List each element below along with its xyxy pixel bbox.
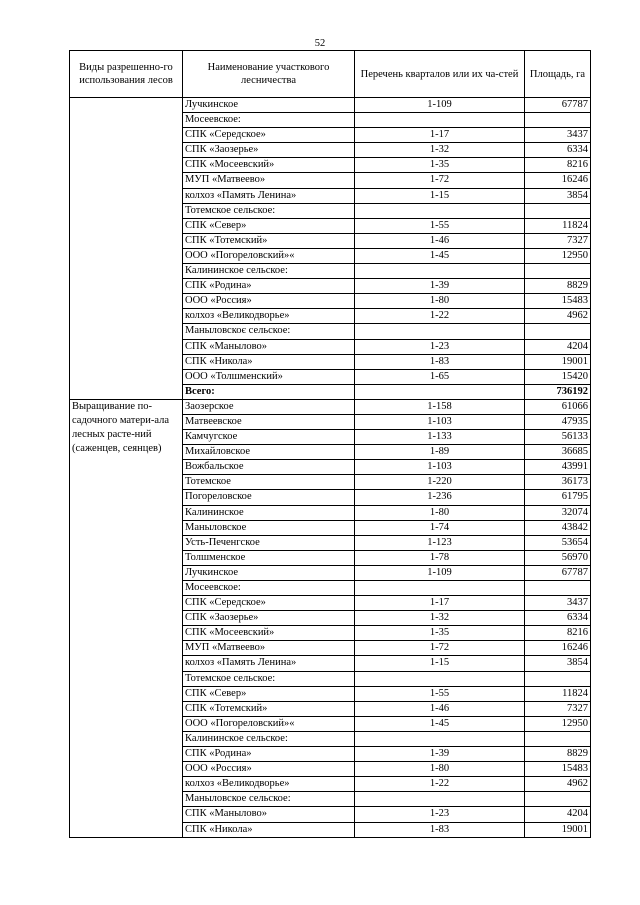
forestry-name-cell: СПК «Родина» [183,747,355,762]
area-cell: 16246 [525,641,591,656]
area-cell [525,671,591,686]
forestry-name-cell: ООО «Россия» [183,762,355,777]
quarters-cell: 1-45 [355,716,525,731]
quarters-cell: 1-35 [355,158,525,173]
area-cell: 8829 [525,747,591,762]
quarters-cell: 1-109 [355,98,525,113]
quarters-cell: 1-22 [355,309,525,324]
area-cell: 736192 [525,384,591,399]
quarters-cell: 1-103 [355,460,525,475]
forestry-name-cell: колхоз «Великодворье» [183,777,355,792]
quarters-cell: 1-23 [355,807,525,822]
header-name: Наименование участкового лесничества [183,51,355,98]
area-cell: 47935 [525,414,591,429]
area-cell: 11824 [525,218,591,233]
area-cell: 56970 [525,550,591,565]
area-cell: 6334 [525,611,591,626]
quarters-cell: 1-23 [355,339,525,354]
quarters-cell: 1-80 [355,294,525,309]
forest-use-table [69,50,591,838]
forestry-name-cell: СПК «Тотемский» [183,233,355,248]
forestry-name-cell: Лучкинское [183,565,355,580]
area-cell: 53654 [525,535,591,550]
area-cell: 4204 [525,807,591,822]
quarters-cell: 1-46 [355,233,525,248]
area-cell: 15483 [525,762,591,777]
quarters-cell [355,792,525,807]
forestry-name-cell: колхоз «Великодворье» [183,309,355,324]
area-cell: 8829 [525,279,591,294]
forestry-name-cell: МУП «Матвеево» [183,173,355,188]
quarters-cell: 1-35 [355,626,525,641]
area-cell: 15420 [525,369,591,384]
table-body [70,98,591,838]
quarters-cell: 1-220 [355,475,525,490]
forestry-name-cell: Камчугское [183,430,355,445]
quarters-cell [355,203,525,218]
forestry-name-cell: СПК «Заозерье» [183,143,355,158]
area-cell: 12950 [525,248,591,263]
area-cell: 3437 [525,596,591,611]
area-cell: 61066 [525,399,591,414]
table-header [70,51,591,98]
area-cell [525,581,591,596]
quarters-cell: 1-72 [355,173,525,188]
quarters-cell: 1-74 [355,520,525,535]
quarters-cell: 1-39 [355,279,525,294]
forestry-name-cell: ООО «Толшменский» [183,369,355,384]
quarters-cell: 1-45 [355,248,525,263]
quarters-cell [355,731,525,746]
area-cell: 15483 [525,294,591,309]
quarters-cell [355,264,525,279]
area-cell: 36173 [525,475,591,490]
quarters-cell: 1-55 [355,218,525,233]
forestry-name-cell: Погореловское [183,490,355,505]
forestry-name-cell: Вожбальское [183,460,355,475]
area-cell: 8216 [525,158,591,173]
forestry-name-cell: СПК «Манылово» [183,339,355,354]
quarters-cell: 1-80 [355,762,525,777]
forestry-name-cell: СПК «Заозерье» [183,611,355,626]
area-cell [525,264,591,279]
area-cell: 3854 [525,188,591,203]
forestry-name-cell: СПК «Мосеевский» [183,158,355,173]
forestry-name-cell: Усть-Печенгское [183,535,355,550]
area-cell: 32074 [525,505,591,520]
forestry-name-cell: СПК «Мосеевский» [183,626,355,641]
quarters-cell: 1-65 [355,369,525,384]
area-cell [525,731,591,746]
forestry-name-cell: Заозерское [183,399,355,414]
quarters-cell: 1-158 [355,399,525,414]
header-kind: Виды разрешенно-го использования лесов [70,51,183,98]
area-cell: 61795 [525,490,591,505]
quarters-cell: 1-109 [355,565,525,580]
area-cell: 6334 [525,143,591,158]
forestry-name-cell: СПК «Никола» [183,354,355,369]
forestry-name-cell: Тотемское сельское: [183,671,355,686]
quarters-cell [355,671,525,686]
forestry-name-cell: Тотемское сельское: [183,203,355,218]
area-cell: 4962 [525,777,591,792]
quarters-cell [355,113,525,128]
quarters-cell: 1-15 [355,188,525,203]
area-cell: 3854 [525,656,591,671]
quarters-cell [355,324,525,339]
quarters-cell: 1-83 [355,354,525,369]
forestry-name-cell: Маныловское сельское: [183,792,355,807]
forestry-name-cell: Калининское сельское: [183,731,355,746]
quarters-cell: 1-123 [355,535,525,550]
forestry-name-cell: Всего: [183,384,355,399]
table-row [70,399,591,414]
quarters-cell: 1-80 [355,505,525,520]
area-cell: 8216 [525,626,591,641]
quarters-cell [355,384,525,399]
table-row [70,98,591,113]
forestry-name-cell: Калининское сельское: [183,264,355,279]
area-cell: 7327 [525,701,591,716]
forestry-name-cell: ООО «Погореловский»« [183,248,355,263]
forestry-name-cell: СПК «Середское» [183,128,355,143]
quarters-cell: 1-103 [355,414,525,429]
area-cell: 7327 [525,233,591,248]
area-cell: 4204 [525,339,591,354]
quarters-cell: 1-17 [355,596,525,611]
forestry-name-cell: Тотемское [183,475,355,490]
quarters-cell: 1-22 [355,777,525,792]
forestry-name-cell: МУП «Матвеево» [183,641,355,656]
area-cell: 36685 [525,445,591,460]
quarters-cell: 1-78 [355,550,525,565]
forestry-name-cell: колхоз «Память Ленина» [183,656,355,671]
forestry-name-cell: ООО «Погореловский»« [183,716,355,731]
forestry-name-cell: ООО «Россия» [183,294,355,309]
quarters-cell: 1-39 [355,747,525,762]
quarters-cell: 1-72 [355,641,525,656]
area-cell: 4962 [525,309,591,324]
forestry-name-cell: Мосеевское: [183,113,355,128]
header-row [70,51,591,98]
forestry-name-cell: Калининское [183,505,355,520]
area-cell: 19001 [525,354,591,369]
forestry-name-cell: СПК «Север» [183,686,355,701]
area-cell [525,203,591,218]
forestry-name-cell: СПК «Север» [183,218,355,233]
forestry-name-cell: Маныловскоє сельское: [183,324,355,339]
area-cell: 19001 [525,822,591,837]
area-cell [525,324,591,339]
forestry-name-cell: Маныловское [183,520,355,535]
area-cell [525,113,591,128]
area-cell: 11824 [525,686,591,701]
forestry-name-cell: колхоз «Память Ленина» [183,188,355,203]
quarters-cell: 1-236 [355,490,525,505]
area-cell: 3437 [525,128,591,143]
quarters-cell: 1-32 [355,611,525,626]
forestry-name-cell: Лучкинское [183,98,355,113]
header-quarters: Перечень кварталов или их ча-стей [355,51,525,98]
use-kind-cell [70,98,183,400]
forestry-name-cell: Матвеевское [183,414,355,429]
area-cell: 16246 [525,173,591,188]
area-cell: 67787 [525,565,591,580]
area-cell: 43991 [525,460,591,475]
quarters-cell: 1-83 [355,822,525,837]
quarters-cell: 1-32 [355,143,525,158]
forestry-name-cell: СПК «Манылово» [183,807,355,822]
forestry-name-cell: СПК «Никола» [183,822,355,837]
forestry-name-cell: Толшменское [183,550,355,565]
header-area: Площадь, га [525,51,591,98]
forestry-name-cell: Михайловское [183,445,355,460]
quarters-cell: 1-89 [355,445,525,460]
forestry-name-cell: СПК «Тотемский» [183,701,355,716]
forestry-name-cell: Мосеевское: [183,581,355,596]
quarters-cell [355,581,525,596]
quarters-cell: 1-55 [355,686,525,701]
quarters-cell: 1-46 [355,701,525,716]
area-cell: 43842 [525,520,591,535]
forestry-name-cell: СПК «Родина» [183,279,355,294]
quarters-cell: 1-133 [355,430,525,445]
area-cell: 12950 [525,716,591,731]
area-cell: 67787 [525,98,591,113]
forestry-name-cell: СПК «Середское» [183,596,355,611]
area-cell [525,792,591,807]
page-number: 52 [314,38,326,49]
area-cell: 56133 [525,430,591,445]
use-kind-cell: Выращивание по-садочного матери-ала лесных расте-ний (саженцев, сеянцев) [70,399,183,837]
quarters-cell: 1-17 [355,128,525,143]
quarters-cell: 1-15 [355,656,525,671]
